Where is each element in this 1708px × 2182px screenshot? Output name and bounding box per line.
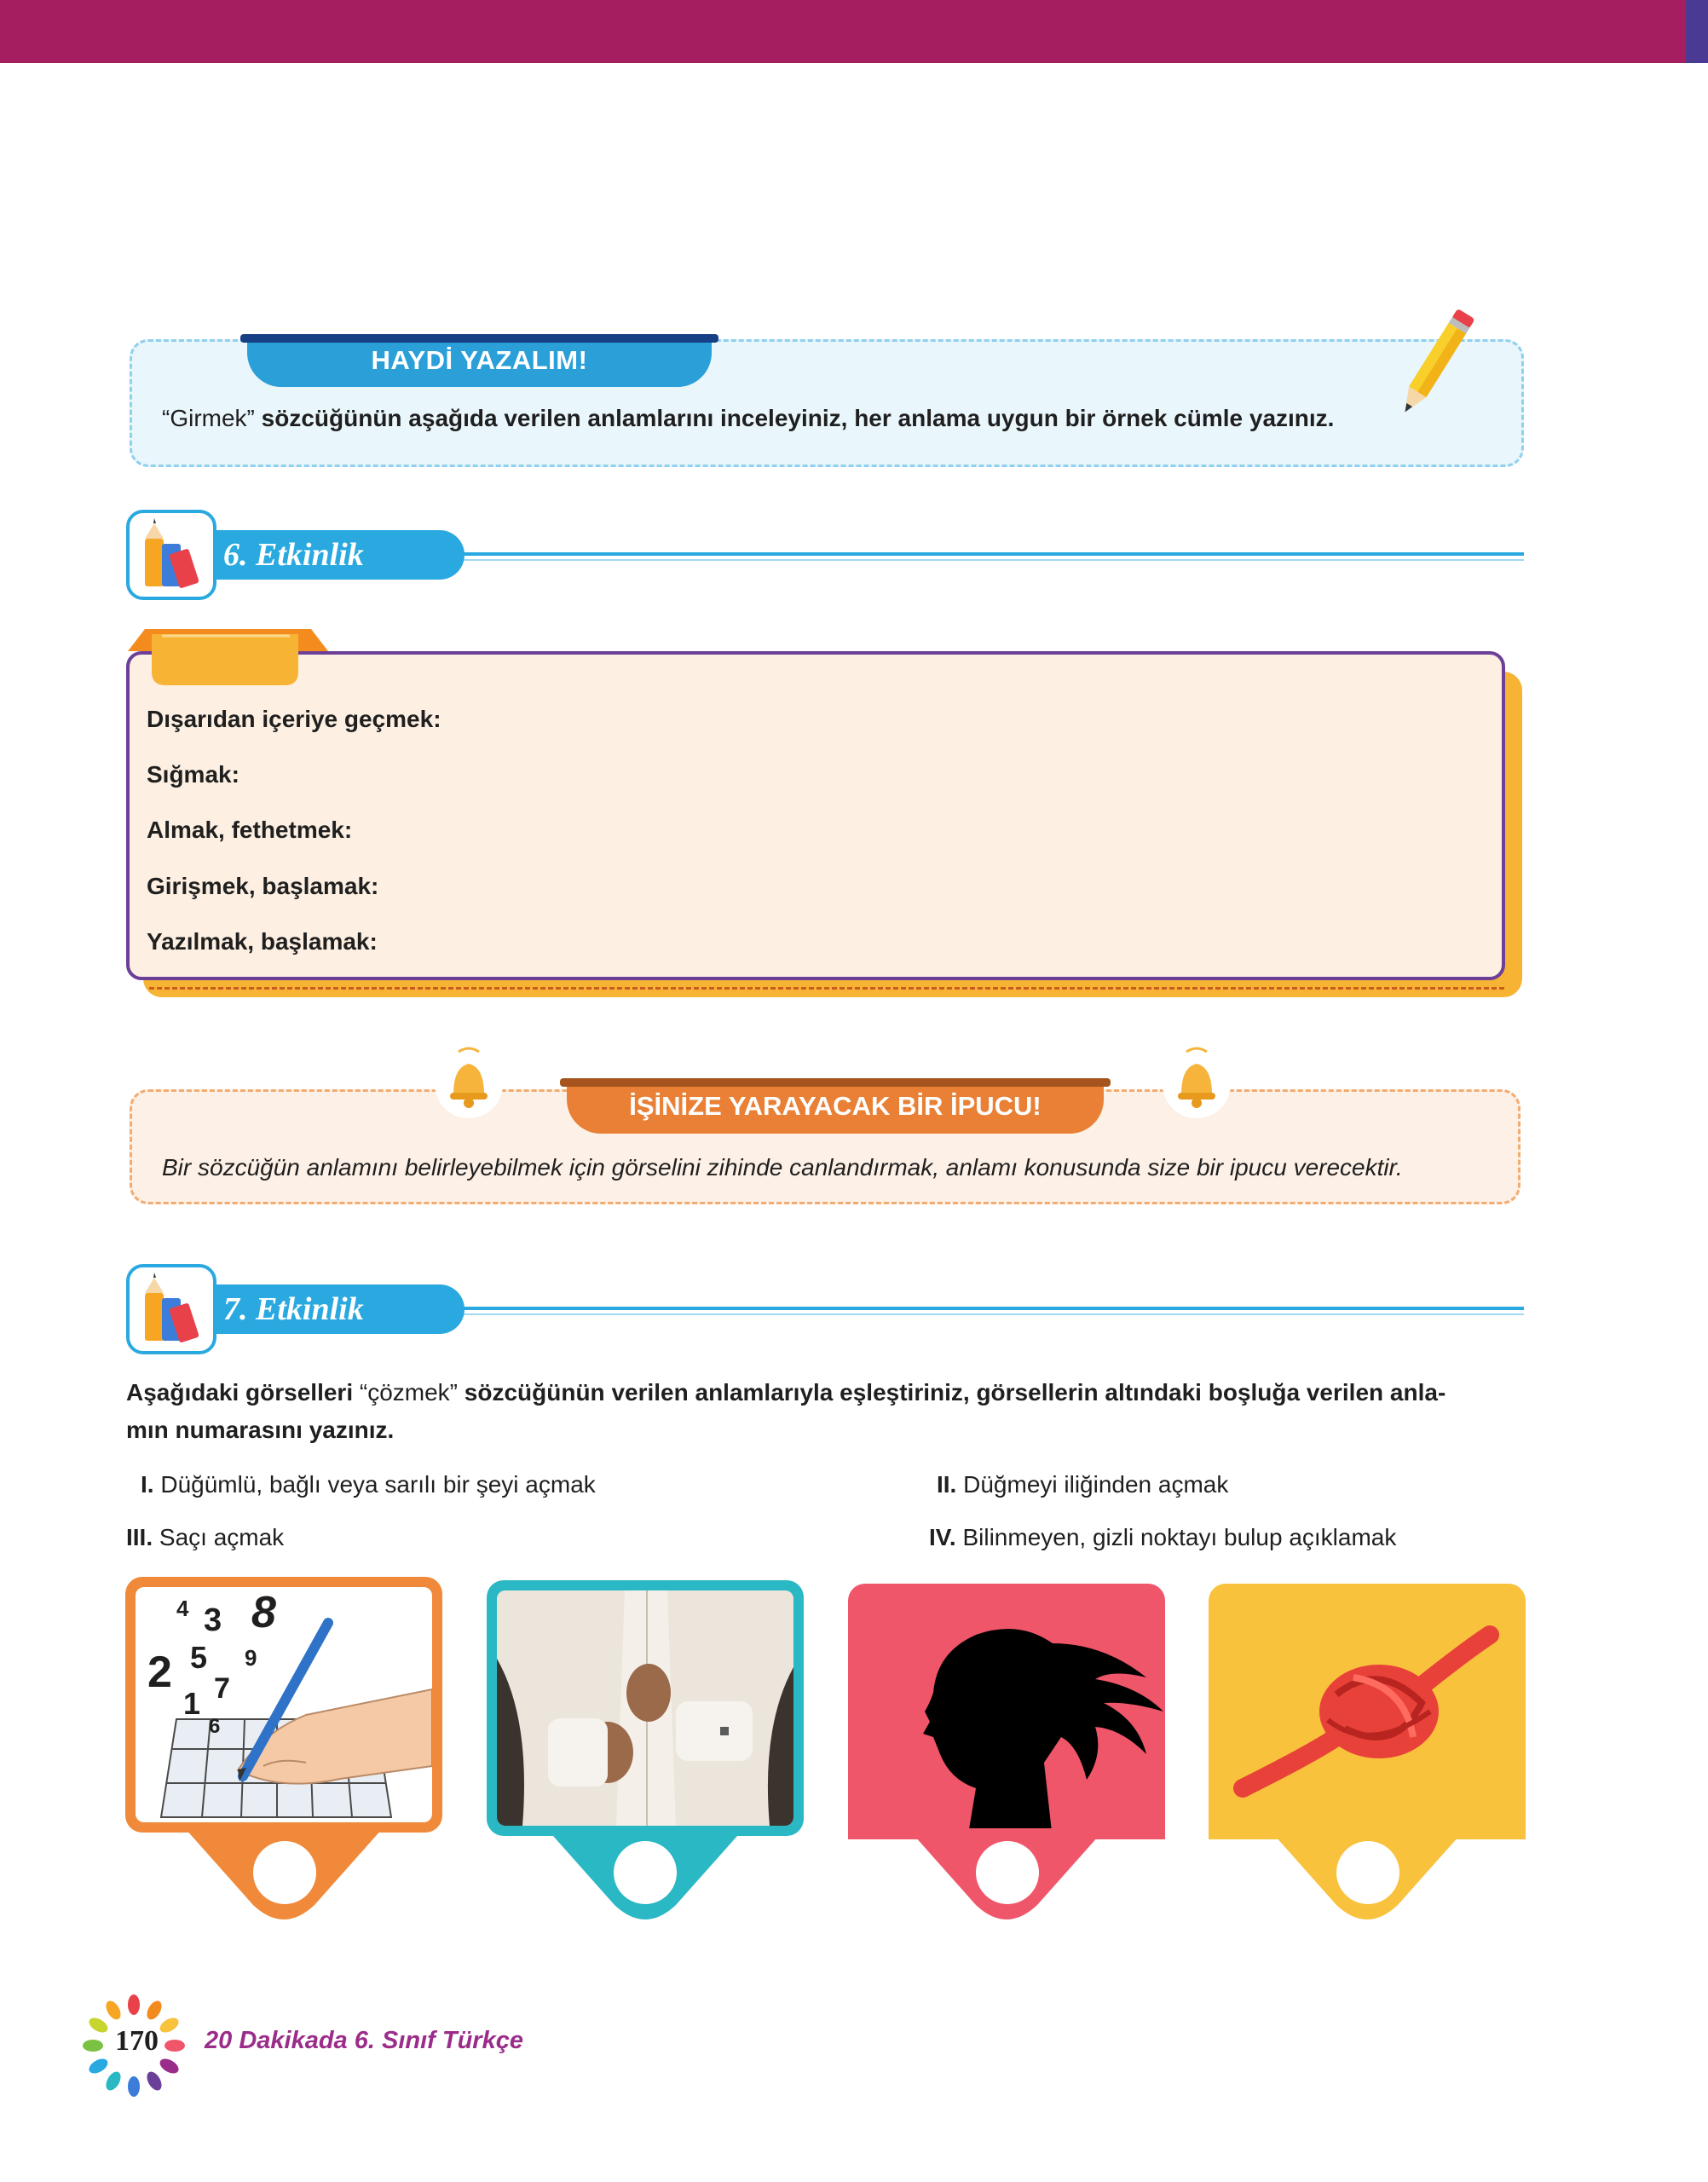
puzzle-digit: 7 bbox=[214, 1672, 230, 1705]
puzzle-digit: 6 bbox=[209, 1715, 221, 1738]
page-number: 170 bbox=[115, 2025, 159, 2057]
writing-tab-label: HAYDİ YAZALIM! bbox=[247, 334, 712, 387]
activity7-header-line bbox=[443, 1307, 1524, 1310]
meaning-item bbox=[929, 1524, 1396, 1551]
activity7-header-line-thin bbox=[443, 1313, 1524, 1315]
activity6-line-4: Girişmek, başlamak: bbox=[147, 873, 379, 899]
activity7-instruction-a: Aşağıdaki görselleri bbox=[126, 1379, 360, 1406]
activity6-line-1: Dışarıdan içeriye geçmek: bbox=[147, 706, 441, 732]
meaning-number: III. bbox=[126, 1524, 153, 1550]
meaning-text: Düğümlü, bağlı veya sarılı bir şeyi açmak bbox=[160, 1471, 596, 1498]
activity6-folded-tab bbox=[128, 629, 328, 687]
activity6-title: 6. Etkinlik bbox=[128, 530, 465, 580]
image-card-hair bbox=[848, 1584, 1165, 1839]
answer-blank-2[interactable] bbox=[614, 1841, 677, 1904]
puzzle-digit: 8 bbox=[251, 1588, 276, 1637]
activity7-instruction-c: mın numarasını yazınız. bbox=[126, 1417, 395, 1443]
puzzle-digit: 5 bbox=[190, 1640, 208, 1675]
meaning-number: IV. bbox=[929, 1524, 956, 1550]
activity6-dashed-divider bbox=[149, 987, 1504, 990]
top-band bbox=[0, 0, 1686, 63]
answer-blank-1[interactable] bbox=[253, 1841, 316, 1904]
activity7-quoted-word: “çözmek” bbox=[359, 1379, 459, 1406]
knot-illustration bbox=[1209, 1584, 1526, 1839]
puzzle-illustration bbox=[136, 1587, 432, 1822]
answer-blank-3[interactable] bbox=[976, 1841, 1039, 1904]
meaning-text: Bilinmeyen, gizli noktayı bulup açıklamak bbox=[962, 1524, 1397, 1550]
meaning-number: I. bbox=[141, 1471, 154, 1498]
puzzle-digit: 1 bbox=[183, 1686, 201, 1721]
bell-icon-right bbox=[1161, 1042, 1232, 1123]
activity7-pencils-icon bbox=[126, 1264, 216, 1354]
image-card-shirt bbox=[487, 1580, 804, 1836]
tip-text: Bir sözcüğün anlamını belirleyebilmek için görselini zihinde canlandırmak, anlamı konusunda size bir ipucu verecektir. bbox=[162, 1154, 1403, 1180]
meaning-item bbox=[937, 1471, 1228, 1498]
image-card-puzzle bbox=[125, 1577, 442, 1833]
activity6-line-3: Almak, fethetmek: bbox=[147, 817, 353, 843]
top-band-edge bbox=[1686, 0, 1708, 63]
meaning-text: Saçı açmak bbox=[159, 1524, 285, 1550]
answer-blank-4[interactable] bbox=[1336, 1841, 1399, 1904]
pencil-icon bbox=[1398, 298, 1474, 426]
activity6-header-line bbox=[443, 552, 1524, 556]
meaning-text: Düğmeyi iliğinden açmak bbox=[963, 1471, 1229, 1498]
writing-instruction-rest: sözcüğünün aşağıda verilen anlamlarını inceleyiniz, her anlama uygun bir örnek cümle yazınız. bbox=[254, 405, 1335, 431]
puzzle-digit: 4 bbox=[176, 1596, 189, 1621]
activity6-pencils-icon bbox=[126, 510, 216, 600]
activity6-line-2: Sığmak: bbox=[147, 761, 239, 788]
activity7-title: 7. Etkinlik bbox=[128, 1284, 465, 1334]
hair-silhouette bbox=[848, 1584, 1165, 1839]
writing-instruction bbox=[162, 405, 1334, 432]
puzzle-digit: 9 bbox=[245, 1645, 257, 1671]
book-title: 20 Dakikada 6. Sınıf Türkçe bbox=[205, 2027, 523, 2054]
tip-tab-label: İŞİNİZE YARAYACAK BİR İPUCU! bbox=[567, 1078, 1104, 1134]
activity6-line-5: Yazılmak, başlamak: bbox=[147, 928, 378, 955]
bell-icon-left bbox=[433, 1042, 505, 1123]
writing-quoted-word: “Girmek” bbox=[162, 405, 255, 431]
activity6-header-line-thin bbox=[443, 559, 1524, 561]
image-card-knot bbox=[1209, 1584, 1526, 1839]
puzzle-digit: 3 bbox=[204, 1602, 222, 1638]
activity7-instruction-b: sözcüğünün verilen anlamlarıyla eşleştiriniz, görsellerin altındaki boşluğa verilen anla- bbox=[458, 1379, 1446, 1406]
meaning-item bbox=[141, 1471, 596, 1498]
puzzle-digit: 2 bbox=[147, 1648, 172, 1697]
meaning-number: II. bbox=[937, 1471, 957, 1498]
meaning-item bbox=[126, 1524, 284, 1551]
shirt-illustration bbox=[497, 1590, 793, 1826]
activity7-instruction bbox=[126, 1374, 1524, 1449]
